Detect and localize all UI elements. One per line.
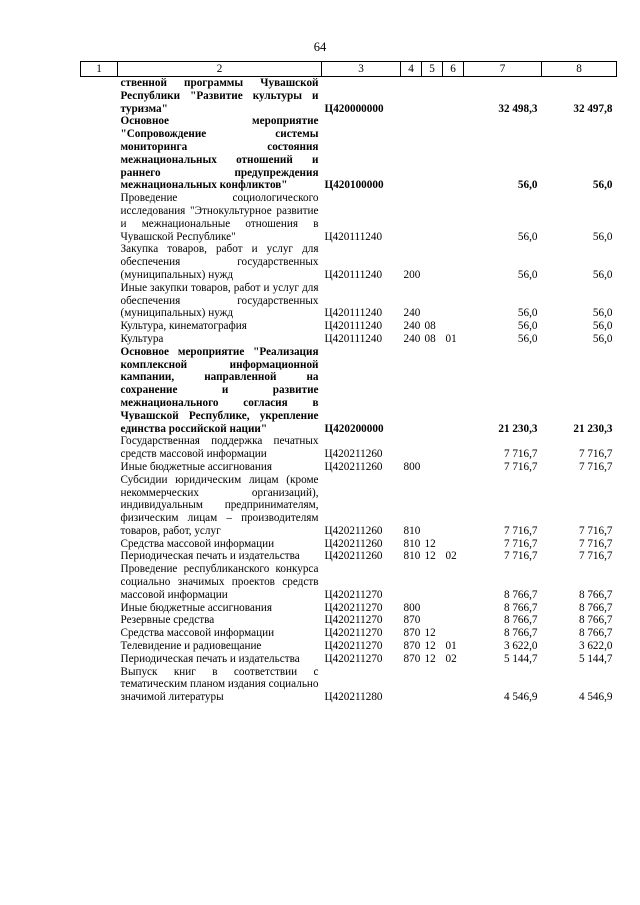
table-row [81,563,617,601]
cell-target-code: Ц420211270 [324,627,383,640]
cell-blank [81,192,118,243]
cell-amount-year1: 56,0 [517,268,538,281]
cell-blank [81,563,118,601]
cell-expense-type [401,435,422,461]
cell-subsection [443,563,464,601]
cell-name: Культура, кинематография [120,320,247,333]
cell-blank [81,282,118,320]
cell-amount-year2: 56,0 [592,230,613,243]
table-row [81,602,617,615]
cell-expense-type: 870 [403,640,421,653]
table-row [81,627,617,640]
page-number: 64 [313,40,327,54]
cell-subsection: 02 [445,652,457,665]
cell-expense-type: 810 [403,550,421,563]
cell-amount-year1: 7 716,7 [503,550,538,563]
cell-expense-type [401,115,422,192]
table-row [81,653,617,666]
cell-amount-year2: 4 546,9 [578,691,613,704]
cell-section: 08 [424,320,436,333]
cell-amount-year1: 56,0 [517,320,538,333]
cell-name: Основное мероприятие "Сопровождение системы мониторинга состояния межнациональных отношений и раннего предупреждения межнациональных конфликтов" [120,115,319,192]
cell-target-code: Ц420211270 [324,601,383,614]
cell-expense-type: 200 [403,268,421,281]
cell-amount-year1: 3 622,0 [503,640,538,653]
cell-target-code: Ц420111240 [324,230,383,243]
cell-section [422,602,443,615]
cell-name: Субсидии юридическим лицам (кроме некоммерческих организаций), индивидуальным предпринимателям, физическим лицам – производителям товаров, работ, услуг [120,473,319,537]
cell-section [422,192,443,243]
cell-amount-year1: 56,0 [517,230,538,243]
cell-target-code: Ц420211270 [324,614,383,627]
cell-subsection: 01 [445,640,457,653]
table-row [81,461,617,474]
cell-blank [81,627,118,640]
cell-subsection [443,282,464,320]
cell-target-code: Ц420111240 [324,268,383,281]
cell-expense-type: 870 [403,614,421,627]
cell-section [422,282,443,320]
cell-amount-year1: 8 766,7 [503,601,538,614]
table-row [81,538,617,551]
cell-section [422,474,443,538]
cell-section: 12 [424,652,436,665]
column-header: 3 [322,62,401,77]
cell-target-code: Ц420000000 [324,102,384,115]
cell-subsection [443,538,464,551]
cell-amount-year2: 7 716,7 [578,550,613,563]
cell-amount-year2: 56,0 [592,320,613,333]
cell-amount-year2: 56,0 [592,179,613,192]
cell-amount-year2: 7 716,7 [578,537,613,550]
cell-name: Периодическая печать и издательства [120,550,300,563]
cell-section [422,243,443,281]
column-header: 8 [542,62,617,77]
cell-section [422,666,443,704]
cell-expense-type: 240 [403,307,421,320]
cell-subsection [443,435,464,461]
cell-expense-type: 800 [403,460,421,473]
cell-section [422,435,443,461]
cell-amount-year2: 7 716,7 [578,524,613,537]
cell-blank [81,640,118,653]
cell-amount-year1: 7 716,7 [503,460,538,473]
cell-subsection [443,320,464,333]
table-row [81,115,617,192]
cell-name: Основное мероприятие "Реализация комплексной информационной кампании, направленной на сохранение и развитие межнационального согласия в Чувашской Республике, укрепление единства российской нации" [120,345,319,435]
cell-section [422,115,443,192]
cell-name: Выпуск книг в соответствии с тематическим планом издания социально значимой литературы [120,665,319,704]
cell-target-code: Ц420211270 [324,640,383,653]
cell-name: Государственная поддержка печатных средств массовой информации [120,435,319,461]
cell-subsection [443,627,464,640]
cell-subsection [443,614,464,627]
cell-section [422,614,443,627]
cell-section: 12 [424,550,436,563]
cell-amount-year2: 21 230,3 [573,422,613,435]
column-header: 2 [118,62,322,77]
cell-blank [81,243,118,281]
cell-name: Средства массовой информации [120,627,275,640]
cell-expense-type: 870 [403,652,421,665]
cell-amount-year2: 8 766,7 [578,601,613,614]
cell-amount-year1: 8 766,7 [503,627,538,640]
table-row [81,346,617,436]
cell-amount-year1: 32 498,3 [498,102,538,115]
cell-section: 12 [424,640,436,653]
cell-blank [81,77,118,116]
cell-amount-year1: 7 716,7 [503,448,538,461]
cell-target-code: Ц420100000 [324,179,384,192]
table-row [81,666,617,704]
cell-name: ственной программы Чувашской Республики "Развитие культуры и туризма" [120,77,319,115]
cell-amount-year1: 5 144,7 [503,652,538,665]
cell-subsection: 02 [445,550,457,563]
cell-amount-year1: 56,0 [517,179,538,192]
cell-amount-year2: 5 144,7 [578,652,613,665]
cell-target-code: Ц420211270 [324,588,383,601]
cell-section [422,563,443,601]
cell-target-code: Ц420200000 [324,422,384,435]
table-row [81,640,617,653]
cell-expense-type [401,563,422,601]
table-header-row [81,62,617,77]
cell-amount-year2: 56,0 [592,268,613,281]
cell-target-code: Ц420211260 [324,537,383,550]
cell-blank [81,435,118,461]
cell-subsection [443,77,464,116]
cell-section [422,77,443,116]
cell-target-code: Ц420211260 [324,524,383,537]
cell-amount-year1: 7 716,7 [503,537,538,550]
cell-amount-year2: 32 497,8 [573,102,613,115]
cell-target-code: Ц420211260 [324,460,383,473]
cell-blank [81,602,118,615]
cell-section: 08 [424,332,436,345]
table-row [81,282,617,320]
column-header: 7 [464,62,542,77]
cell-blank [81,474,118,538]
cell-name: Телевидение и радиовещание [120,640,262,653]
cell-amount-year1: 21 230,3 [498,422,538,435]
cell-subsection [443,474,464,538]
cell-subsection [443,461,464,474]
cell-blank [81,653,118,666]
cell-target-code: Ц420211270 [324,652,383,665]
cell-section [422,461,443,474]
cell-target-code: Ц420211260 [324,448,383,461]
table-row [81,474,617,538]
cell-target-code: Ц420111240 [324,320,383,333]
cell-expense-type [401,192,422,243]
table-row [81,333,617,346]
cell-target-code: Ц420211280 [324,691,383,704]
column-header: 6 [443,62,464,77]
cell-section: 12 [424,537,436,550]
cell-blank [81,333,118,346]
column-header: 4 [401,62,422,77]
table-body [81,77,617,705]
cell-subsection [443,346,464,436]
cell-name: Иные закупки товаров, работ и услуг для обеспечения государственных (муниципальных) нужд [120,281,319,320]
cell-amount-year1: 56,0 [517,307,538,320]
cell-expense-type: 810 [403,537,421,550]
cell-amount-year1: 8 766,7 [503,588,538,601]
cell-amount-year2: 56,0 [592,332,613,345]
cell-amount-year1: 8 766,7 [503,614,538,627]
cell-name: Проведение республиканского конкурса социально значимых проектов средств массовой информации [120,563,319,601]
cell-amount-year2: 8 766,7 [578,614,613,627]
column-header: 1 [81,62,118,77]
table-row [81,614,617,627]
cell-expense-type: 800 [403,601,421,614]
cell-amount-year1: 56,0 [517,332,538,345]
cell-expense-type [401,666,422,704]
cell-amount-year2: 8 766,7 [578,588,613,601]
cell-blank [81,666,118,704]
cell-name: Иные бюджетные ассигнования [120,460,272,473]
table-row [81,550,617,563]
cell-name: Периодическая печать и издательства [120,652,300,665]
cell-section [422,346,443,436]
table-row [81,77,617,116]
cell-blank [81,614,118,627]
cell-amount-year1: 7 716,7 [503,524,538,537]
cell-target-code: Ц420211260 [324,550,383,563]
cell-subsection [443,115,464,192]
cell-expense-type: 870 [403,627,421,640]
cell-amount-year2: 7 716,7 [578,448,613,461]
cell-expense-type: 240 [403,332,421,345]
cell-amount-year2: 8 766,7 [578,627,613,640]
table-row [81,320,617,333]
cell-expense-type: 240 [403,320,421,333]
cell-target-code: Ц420111240 [324,332,383,345]
cell-name: Резервные средства [120,614,215,627]
cell-target-code: Ц420111240 [324,307,383,320]
cell-name: Закупка товаров, работ и услуг для обеспечения государственных (муниципальных) нужд [120,243,319,281]
cell-amount-year2: 56,0 [592,307,613,320]
cell-expense-type: 810 [403,524,421,537]
cell-amount-year2: 7 716,7 [578,460,613,473]
cell-blank [81,115,118,192]
cell-name: Культура [120,332,164,345]
table-row [81,192,617,243]
table-row [81,243,617,281]
cell-blank [81,550,118,563]
budget-table [80,61,617,704]
cell-expense-type [401,77,422,116]
cell-amount-year2: 3 622,0 [578,640,613,653]
cell-blank [81,346,118,436]
cell-subsection: 01 [445,332,457,345]
cell-expense-type [401,346,422,436]
cell-blank [81,461,118,474]
cell-amount-year1: 4 546,9 [503,691,538,704]
table-row [81,435,617,461]
cell-subsection [443,666,464,704]
cell-blank [81,320,118,333]
cell-name: Средства массовой информации [120,537,275,550]
cell-subsection [443,243,464,281]
cell-section: 12 [424,627,436,640]
cell-subsection [443,602,464,615]
cell-blank [81,538,118,551]
cell-name: Проведение социологического исследования "Этнокультурное развитие и межнациональные отношения в Чувашской Республике" [120,192,319,243]
column-header: 5 [422,62,443,77]
cell-name: Иные бюджетные ассигнования [120,601,272,614]
cell-subsection [443,192,464,243]
